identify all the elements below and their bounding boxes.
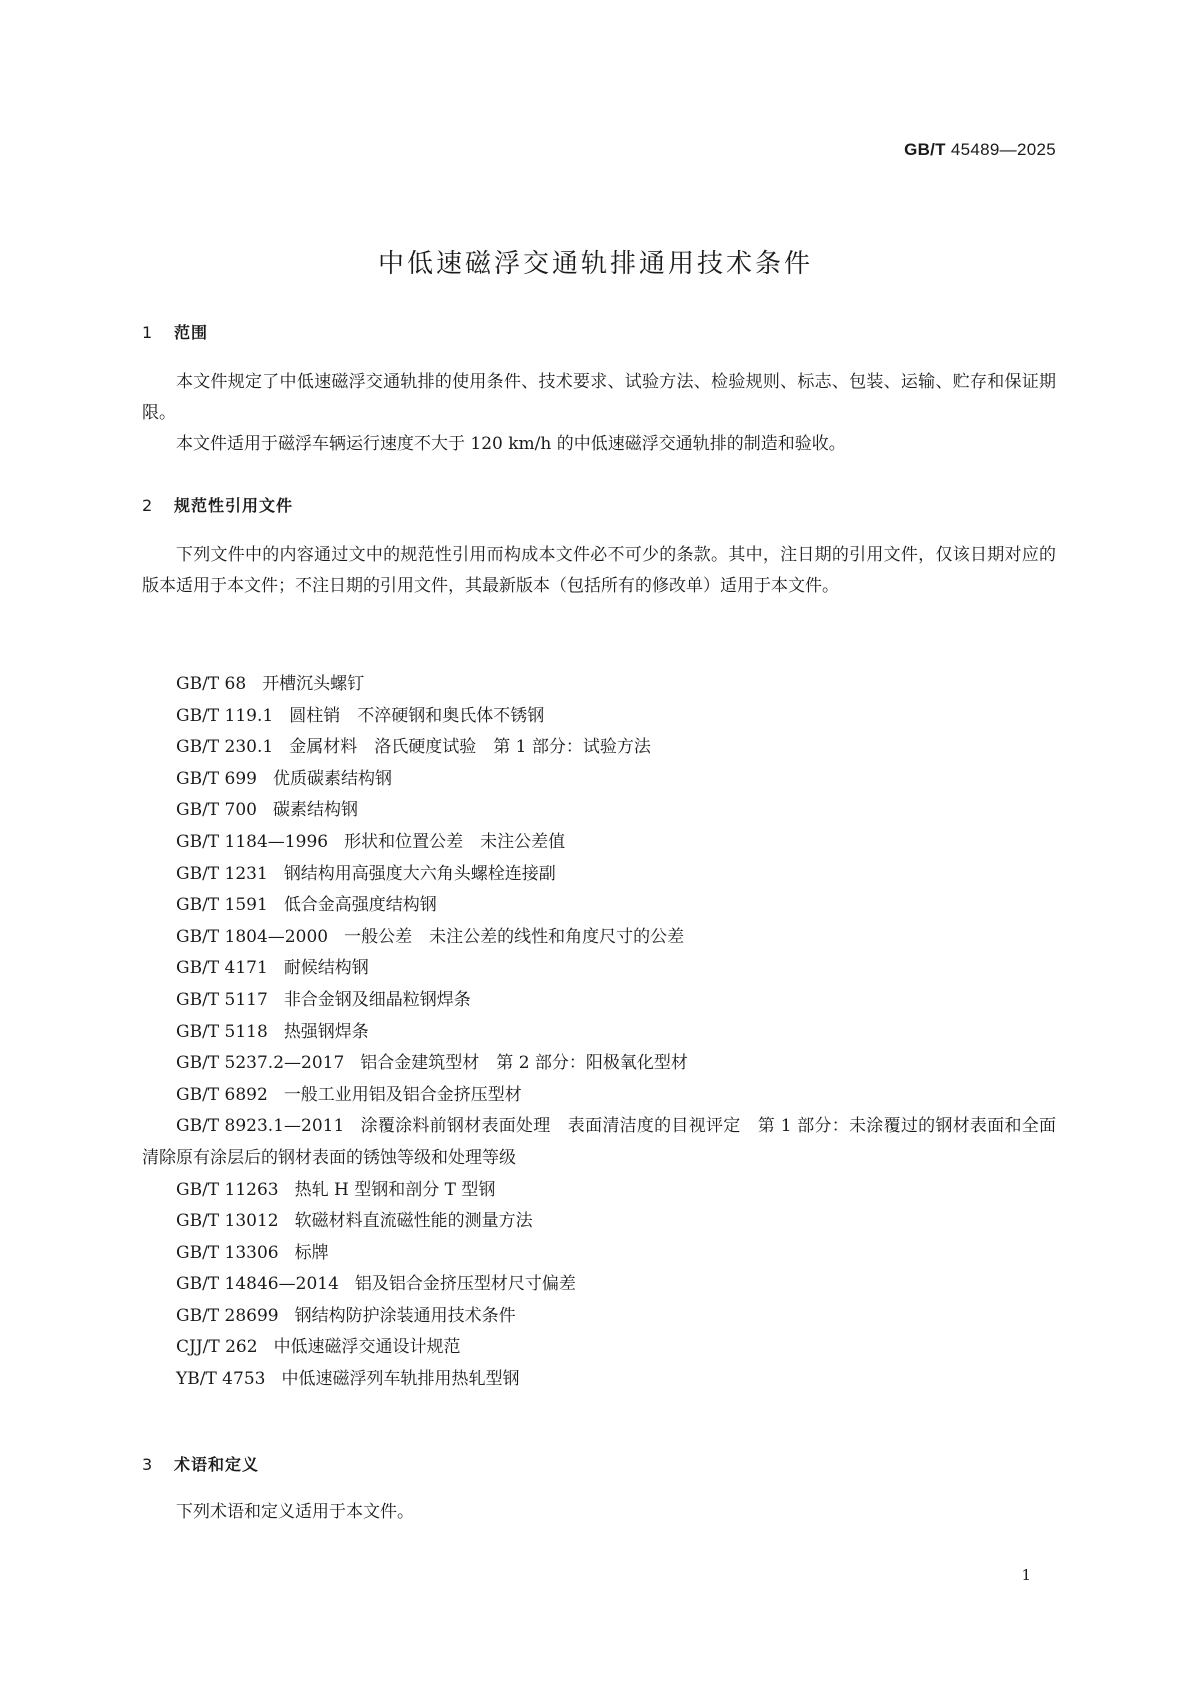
reference-code: GB/T 1184—1996	[176, 831, 329, 852]
reference-item	[142, 1364, 1056, 1396]
reference-code: GB/T 13306	[176, 1242, 279, 1263]
reference-title: 一般公差 未注公差的线性和角度尺寸的公差	[344, 926, 685, 947]
reference-title: 中低速磁浮列车轨排用热轧型钢	[281, 1369, 520, 1390]
reference-code: GB/T 1804—2000	[176, 926, 329, 947]
standard-code	[904, 140, 1056, 160]
reference-title: 软磁材料直流磁性能的测量方法	[294, 1211, 533, 1232]
reference-item	[142, 795, 1056, 827]
reference-item	[142, 764, 1056, 796]
reference-code: GB/T 6892	[176, 1084, 268, 1105]
reference-code: GB/T 5237.2—2017	[176, 1053, 345, 1074]
section-title: 术语和定义	[174, 1455, 260, 1474]
section-1-heading	[142, 320, 208, 343]
reference-code: GB/T 4171	[176, 958, 268, 979]
reference-title: 铝及铝合金挤压型材尺寸偏差	[354, 1274, 576, 1295]
terms-intro-paragraph: 下列术语和定义适用于本文件。	[176, 1502, 414, 1522]
reference-code: GB/T 5118	[176, 1021, 268, 1042]
reference-item	[142, 1017, 1056, 1049]
standard-code-number: 45489—2025	[950, 140, 1056, 159]
reference-code: GB/T 5117	[176, 989, 268, 1010]
reference-code: CJJ/T 262	[176, 1337, 258, 1358]
reference-item	[142, 890, 1056, 922]
reference-code: GB/T 8923.1—2011	[176, 1116, 345, 1137]
reference-title: 非合金钢及细晶粒钢焊条	[283, 989, 471, 1010]
reference-code: YB/T 4753	[176, 1369, 266, 1390]
reference-title: 优质碳素结构钢	[273, 768, 392, 789]
reference-item	[142, 922, 1056, 954]
section-number: 1	[142, 323, 154, 342]
reference-title: 热轧 H 型钢和剖分 T 型钢	[294, 1179, 496, 1200]
reference-title: 碳素结构钢	[273, 800, 358, 821]
reference-code: GB/T 1591	[176, 895, 268, 916]
scope-paragraph-1: 本文件规定了中低速磁浮交通轨排的使用条件、技术要求、试验方法、检验规则、标志、包装、运输、贮存和保证期限。	[142, 372, 1056, 423]
reference-title: 涂覆涂料前钢材表面处理 表面清洁度的目视评定 第 1 部分：未涂覆过的钢材表面和全面清除原有涂层后的钢材表面的锈蚀等级和处理等级	[142, 1116, 1056, 1168]
reference-title: 钢结构用高强度大六角头螺栓连接副	[283, 863, 556, 884]
reference-code: GB/T 28699	[176, 1305, 279, 1326]
section-2-heading	[142, 493, 293, 516]
scope-paragraph-2: 本文件适用于磁浮车辆运行速度不大于 120 km/h 的中低速磁浮交通轨排的制造和验收。	[176, 434, 846, 454]
reference-title: 钢结构防护涂装通用技术条件	[294, 1305, 516, 1326]
section-number: 2	[142, 496, 154, 515]
reference-item	[142, 1080, 1056, 1112]
reference-item	[142, 1048, 1056, 1080]
reference-code: GB/T 68	[176, 674, 247, 694]
reference-item	[142, 1332, 1056, 1364]
reference-item	[142, 859, 1056, 891]
document-title: 中低速磁浮交通轨排通用技术条件	[377, 249, 813, 279]
reference-item	[142, 1111, 1056, 1174]
reference-title: 热强钢焊条	[283, 1021, 369, 1042]
reference-title: 圆柱销 不淬硬钢和奥氏体不锈钢	[289, 705, 545, 726]
reference-list	[142, 669, 1056, 1396]
reference-item	[142, 732, 1056, 764]
reference-item	[142, 985, 1056, 1017]
reference-item	[142, 701, 1056, 733]
reference-item	[142, 1238, 1056, 1270]
reference-title: 标牌	[294, 1242, 329, 1263]
section-3-heading	[142, 1452, 259, 1475]
section-title: 范围	[174, 323, 209, 342]
reference-title: 金属材料 洛氏硬度试验 第 1 部分：试验方法	[289, 737, 651, 758]
reference-item	[142, 1175, 1056, 1207]
normative-references-intro: 下列文件中的内容通过文中的规范性引用而构成本文件必不可少的条款。其中，注日期的引用文件，仅该日期对应的版本适用于本文件；不注日期的引用文件，其最新版本（包括所有的修改单）适用于本文件。	[142, 545, 1056, 596]
page-number: 1	[1021, 1566, 1031, 1584]
reference-item	[142, 953, 1056, 985]
reference-item	[142, 1206, 1056, 1238]
standard-code-prefix: GB/T	[904, 140, 946, 159]
reference-code: GB/T 1231	[176, 863, 268, 884]
reference-code: GB/T 230.1	[176, 737, 274, 758]
reference-code: GB/T 14846—2014	[176, 1274, 339, 1295]
reference-code: GB/T 699	[176, 768, 257, 789]
reference-title: 中低速磁浮交通设计规范	[273, 1337, 461, 1358]
reference-title: 形状和位置公差 未注公差值	[344, 831, 566, 852]
reference-code: GB/T 11263	[176, 1179, 279, 1200]
reference-title: 开槽沉头螺钉	[262, 674, 365, 694]
reference-item	[142, 827, 1056, 859]
reference-title: 铝合金建筑型材 第 2 部分：阳极氧化型材	[360, 1053, 688, 1074]
reference-code: GB/T 13012	[176, 1211, 279, 1232]
reference-title: 耐候结构钢	[283, 958, 369, 979]
section-number: 3	[142, 1455, 154, 1474]
reference-title: 低合金高强度结构钢	[283, 895, 437, 916]
reference-item	[142, 1269, 1056, 1301]
reference-title: 一般工业用铝及铝合金挤压型材	[283, 1084, 522, 1105]
reference-item	[142, 1301, 1056, 1333]
section-title: 规范性引用文件	[174, 496, 294, 515]
reference-item	[142, 669, 1056, 701]
reference-code: GB/T 119.1	[176, 705, 274, 726]
reference-code: GB/T 700	[176, 800, 257, 821]
